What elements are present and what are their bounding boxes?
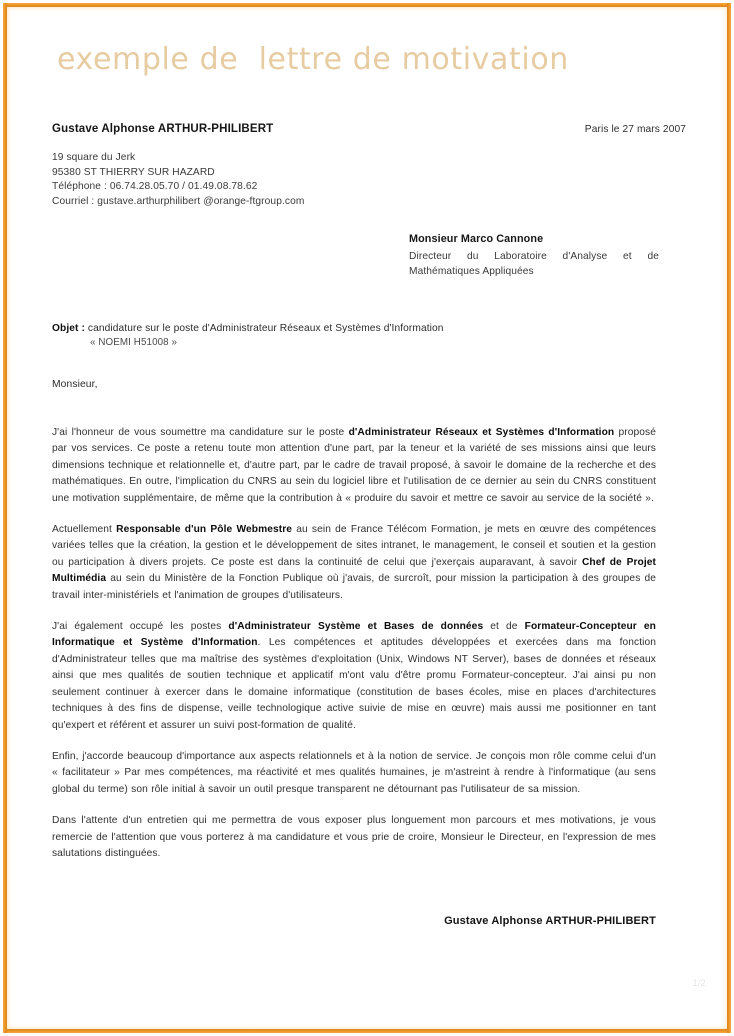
sender-name: Gustave Alphonse ARTHUR-PHILIBERT: [52, 123, 274, 135]
subject-text: candidature sur le poste d'Administrateur Réseaux et Systèmes d'Information: [84, 323, 444, 334]
salutation: Monsieur,: [52, 379, 98, 390]
p3-mid: et de: [483, 621, 525, 633]
recipient-role: [409, 249, 659, 279]
p2-rest: au sein du Ministère de la Fonction Publique où j'avais, de surcroît, pour mission la participation à des groupes de travail inter-ministériels et l'animation de groupes d'utilisateurs.: [52, 573, 656, 601]
p1-bold-role: d'Administrateur Réseaux et Systèmes d'Information: [348, 427, 615, 438]
p1-rest: proposé par vos services. Ce poste a retenu toute mon attention d'une part, par la teneur et la variété de ses missions ainsi que leurs dimensions technique et relationnelle et, d'autre part, par le cadre de travail proposé, à savoir le domaine de la recherche et des mathématiques. En outre, l'implication du CNRS au sein du logiciel libre et l'utilisation de ce dernier au sein du CNRS constituent une motivation supplémentaire, de même que la contribution à « produire du savoir et mettre ce savoir au service de la société ».: [52, 427, 656, 504]
sender-email: Courriel : gustave.arthurphilibert @orange-ftgroup.com: [52, 195, 305, 207]
sender-street: 19 square du Jerk: [52, 152, 136, 163]
page-number-mark: 1/2: [692, 978, 706, 988]
p3-bold-role-2: Formateur-Concepteur en Informatique et Système d'Information: [52, 621, 656, 649]
p2-bold-role-2: Chef de Projet Multimédia: [52, 556, 656, 585]
recipient-name: Monsieur Marco Cannone: [409, 233, 544, 245]
p3-lead: J'ai également occupé les postes: [52, 621, 229, 633]
paragraph-1: [52, 425, 656, 507]
paragraph-5: Dans l'attente d'un entretien qui me permettra de vous exposer plus longuement mon parcours et mes motivations, je vous remercie de l'attention que vous porterez à ma candidature et vous prie de croire, Monsieur le Directeur, en l'expression de mes salutations distinguées.: [52, 815, 656, 859]
p2-mid: au sein de France Télécom Formation, je mets en œuvre des compétences variées telles que la création, la gestion et le développement de sites intranet, le management, le conseil et soutien et la gestion ou participation à divers projets. Ce poste est dans la continuité de celui que j'exerçais auparavant, à savoir: [52, 524, 656, 568]
subject-label: Objet :: [52, 323, 85, 334]
sender-block: [52, 123, 472, 209]
recipient-role-line-2: Mathématiques Appliquées: [409, 266, 534, 277]
p3-rest: . Les compétences et aptitudes développées et exercées dans ma fonction d'Administrateur telles que ma maîtrise des systèmes d'exploitation (Unix, Windows NT Server), bases de données et réseaux ainsi que mes qualités de soutien technique et applicatif m'ont valu d'être promu Formateur-concepteur. J'ai ainsi pu non seulement continuer à exercer dans le domaine informatique (constitution de bases écoles, mise en places d'architectures techniques à des fins de dispense, veille technologique active suivie de mise en œuvre) mais aussi me positionner en tant qu'expert et référent et assurer un suivi post-formation de qualité.: [52, 637, 657, 731]
paragraph-3: [52, 619, 656, 734]
recipient-role-line-1: Directeur du Laboratoire d'Analyse et de: [409, 251, 659, 262]
recipient-block: [409, 233, 659, 279]
page-title: exemple de lettre de motivation: [57, 42, 569, 77]
letter-date: Paris le 27 mars 2007: [584, 124, 686, 135]
subject-reference: « NOEMI H51008 »: [90, 337, 178, 348]
paragraph-4: Enfin, j'accorde beaucoup d'importance aux aspects relationnels et à la notion de service. Je conçois mon rôle comme celui d'un « facilitateur » Par mes compétences, ma réactivité et mes qualités humaines, je m'astreint à rendre à l'informatique (au sens global du terme) son rôle initial à savoir un outil presque transparent ne détournant pas l'utilisateur de sa mission.: [52, 750, 656, 795]
sender-phone: Téléphone : 06.74.28.05.70 / 01.49.08.78.62: [52, 181, 258, 193]
p3-bold-role-1: d'Administrateur Système et Bases de données: [228, 621, 484, 633]
p2-lead: Actuellement: [52, 524, 117, 536]
paragraph-2: [52, 522, 656, 604]
sender-city: 95380 ST THIERRY SUR HAZARD: [52, 166, 215, 178]
subject-line: [52, 323, 612, 334]
p2-bold-role-1: Responsable d'un Pôle Webmestre: [116, 524, 293, 536]
signature-name: Gustave Alphonse ARTHUR-PHILIBERT: [444, 915, 656, 927]
p1-lead: J'ai l'honneur de vous soumettre ma candidature sur le poste: [52, 427, 349, 438]
letter-body: [52, 425, 656, 877]
subject-block: [52, 323, 612, 348]
